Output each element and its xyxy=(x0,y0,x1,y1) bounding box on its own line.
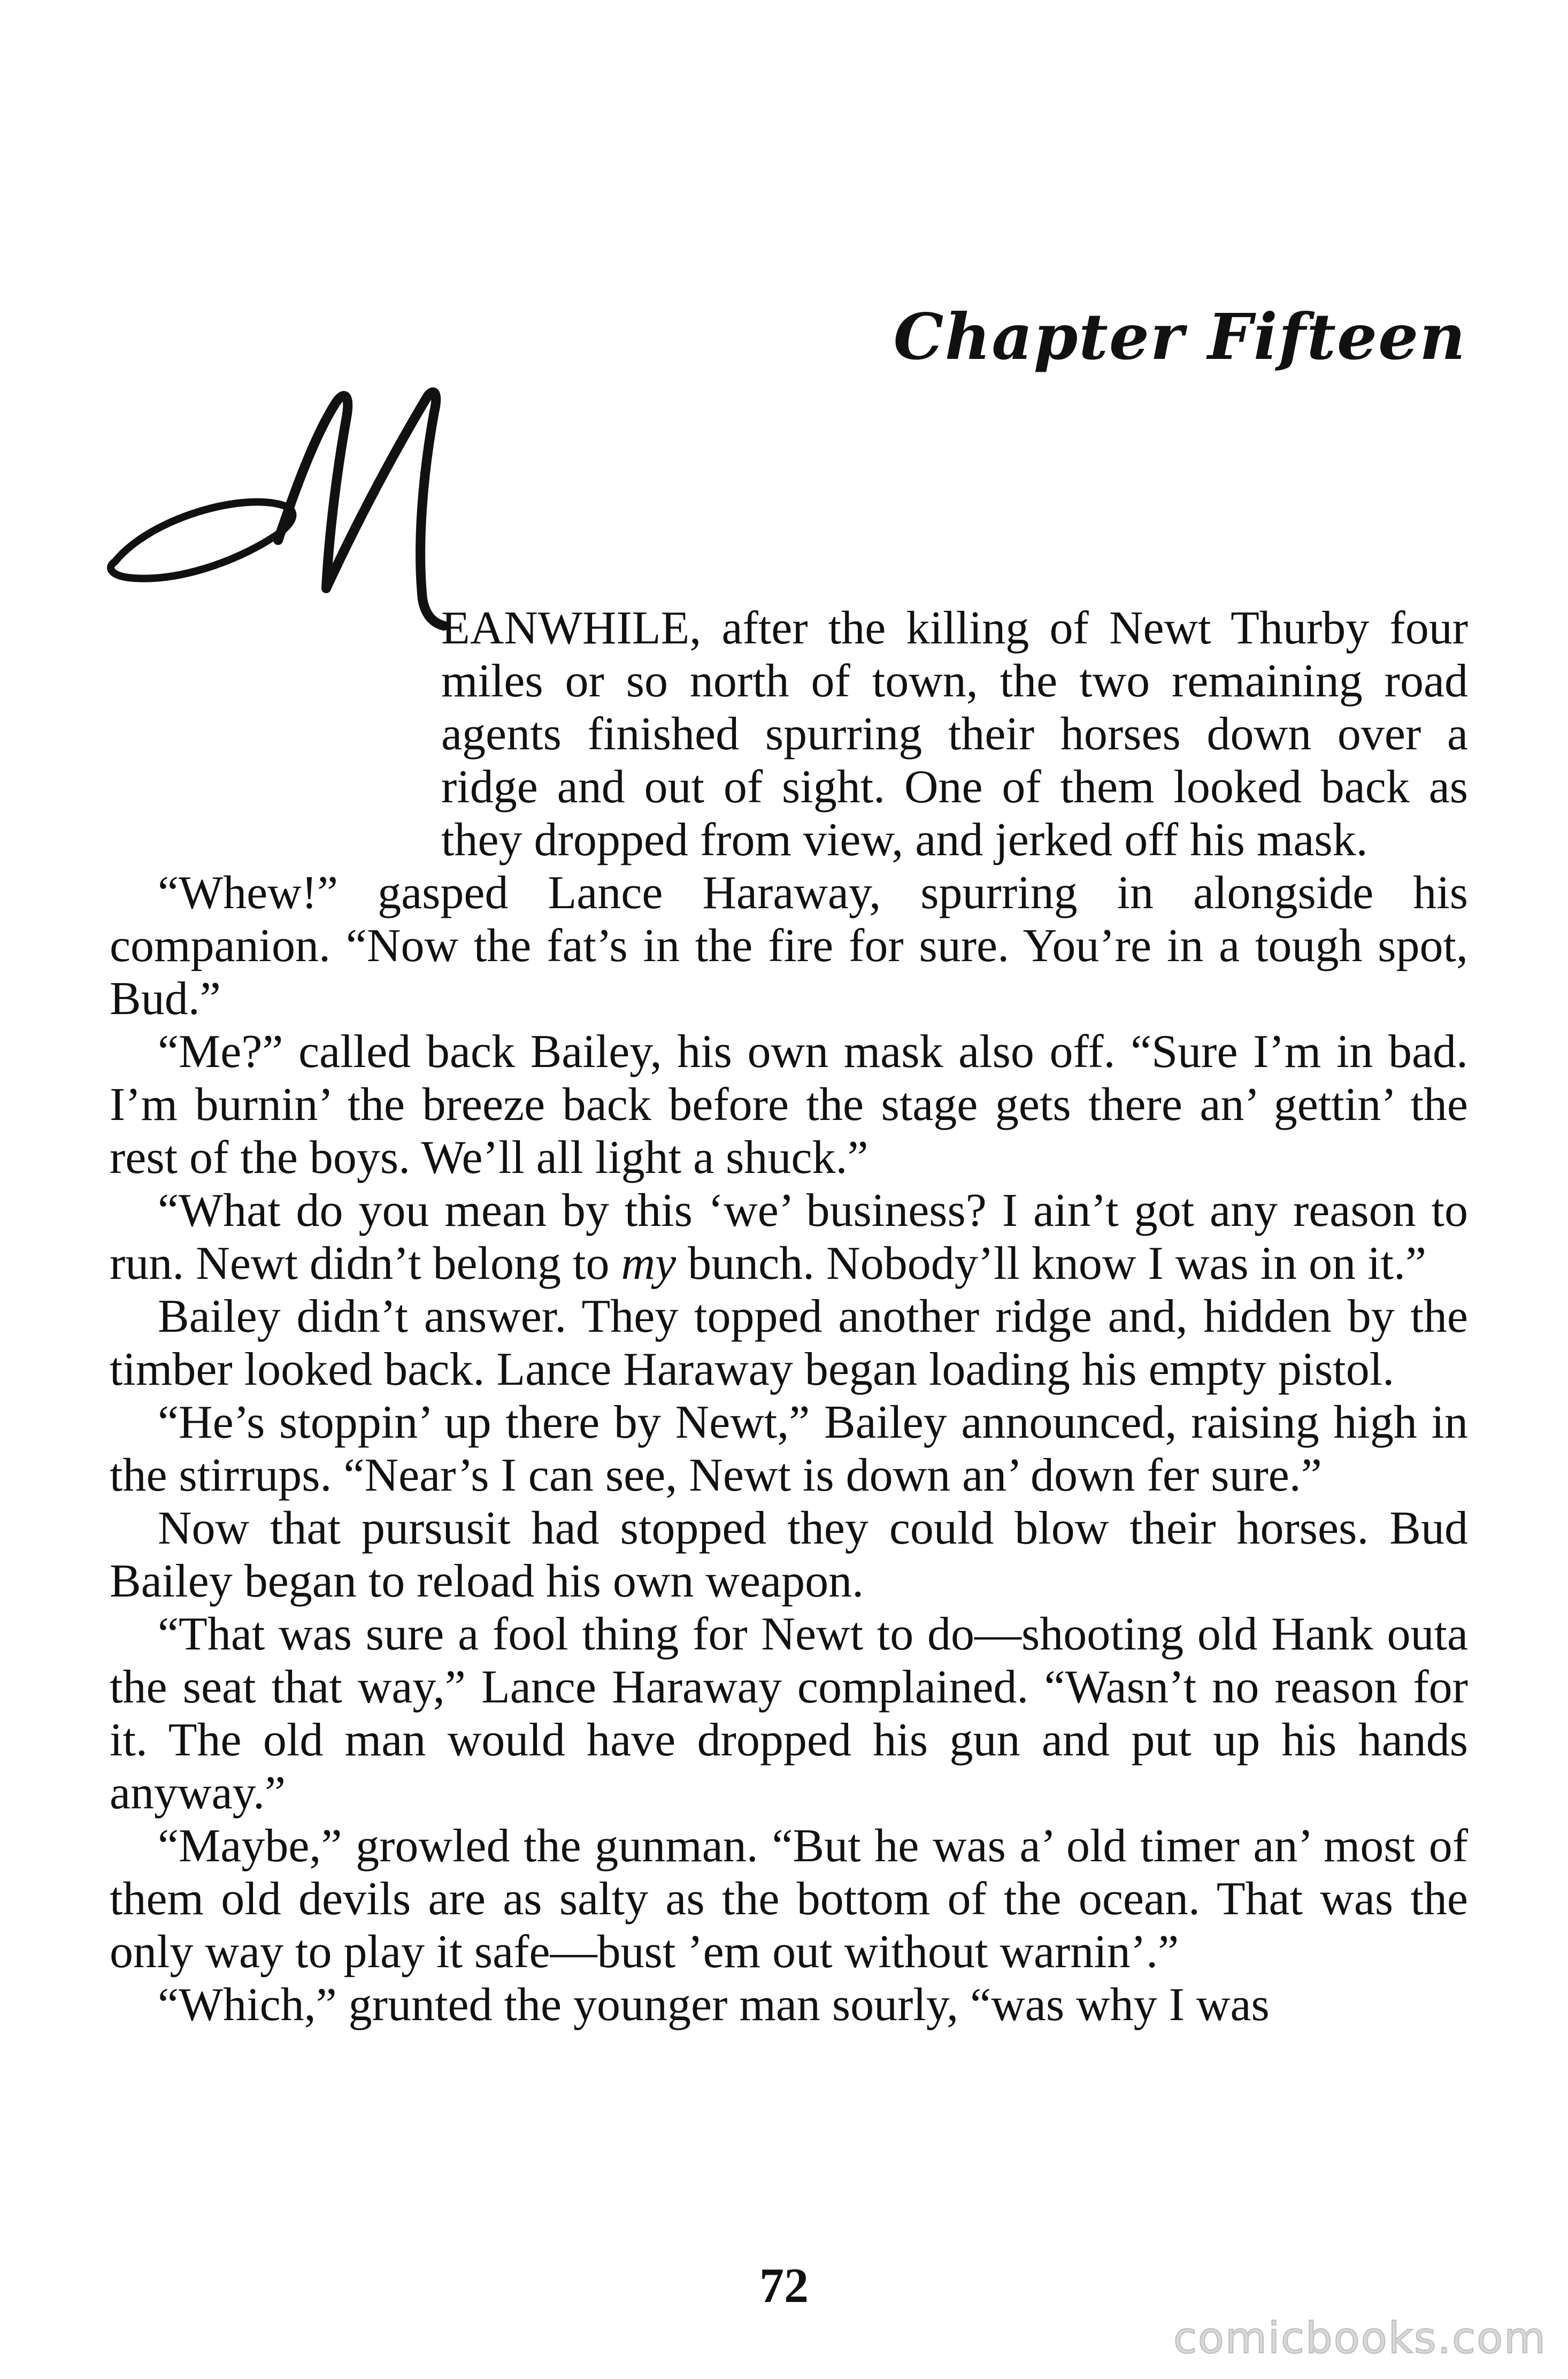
page-number: 72 xyxy=(759,2258,809,2313)
paragraph xyxy=(110,1184,1468,1290)
drop-cap-swash xyxy=(111,502,293,579)
watermark: comicbooks.com xyxy=(1173,2313,1547,2363)
paragraph: “Maybe,” growled the gunman. “But he was a’ old timer an’ most of them old devils are as salty as the bottom of the ocean. That was the only way to play it safe—bust ’em out without warnin’.” xyxy=(110,1820,1468,1978)
paragraph: “He’s stoppin’ up there by Newt,” Bailey announced, raising high in the stirrups. “Near’s I can see, Newt is down an’ down fer sure.” xyxy=(110,1396,1468,1501)
paragraph: “Which,” grunted the younger man sourly, “was why I was xyxy=(158,1979,1270,2031)
paragraph: Bailey didn’t answer. They topped another ridge and, hidden by the timber looked back. Lance Haraway began loading his empty pistol. xyxy=(110,1291,1468,1395)
body-text xyxy=(110,602,1468,2031)
paragraph: “That was sure a fool thing for Newt to do—shooting old Hank outa the seat that way,” Lance Haraway complained. “Wasn’t no reason for it. The old man would have dropped his gun and put up his hands anyway.” xyxy=(110,1608,1468,1819)
paragraph: “Me?” called back Bailey, his own mask also off. “Sure I’m in bad. I’m burnin’ the breeze back before the stage gets there an’ gettin’ the rest of the boys. We’ll all light a shuck.” xyxy=(110,1026,1468,1184)
chapter-title: Chapter Fifteen xyxy=(893,300,1466,374)
emphasis-text: my xyxy=(621,1238,677,1290)
paragraph: “Whew!” gasped Lance Haraway, spurring in alongside his companion. “Now the fat’s in the fire for sure. You’re in a tough spot, Bud.” xyxy=(110,867,1468,1025)
opening-paragraph xyxy=(110,602,1468,866)
opening-text: EANWHILE, after the killing of Newt Thurby four miles or so north of town, the two remaining road agents finished spurring their horses down over a ridge and out of sight. One of them looked back as they dropped from view, and jerked off his mask. xyxy=(441,602,1468,866)
paragraph-text: bunch. Nobody’ll know I was in on it.” xyxy=(676,1238,1427,1290)
paragraph: Now that pursusit had stopped they could blow their horses. Bud Bailey began to reload his own weapon. xyxy=(110,1502,1468,1607)
paragraph-text: “What do you mean by this ‘we’ business? I ain’t got any reason to run. Newt didn’t belong to xyxy=(110,1185,1468,1290)
